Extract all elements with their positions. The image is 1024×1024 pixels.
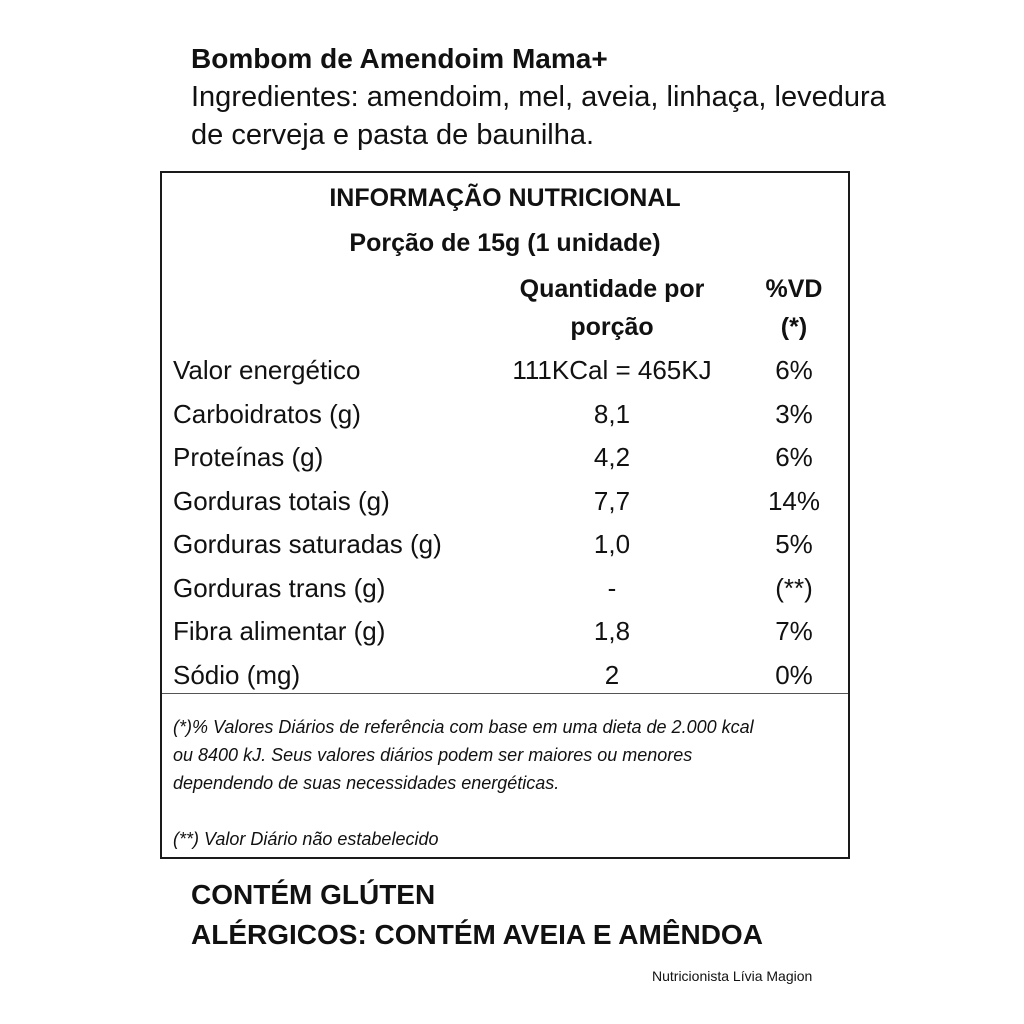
nutrient-quantity: 1,8 bbox=[593, 616, 631, 646]
product-header bbox=[191, 40, 911, 154]
nutrient-table bbox=[162, 349, 848, 697]
nutrient-name: Fibra alimentar (g) bbox=[173, 616, 386, 646]
footnote-daily-values-line3: dependendo de suas necessidades energéticas. bbox=[173, 773, 560, 793]
nutrient-quantity: 2 bbox=[604, 659, 620, 690]
nutrient-quantity: 4,2 bbox=[593, 442, 631, 472]
nutrient-name: Gorduras trans (g) bbox=[173, 572, 386, 603]
footnote-divider bbox=[162, 693, 848, 694]
nutrient-row-fiber bbox=[162, 610, 848, 654]
ingredients-text: Ingredientes: amendoim, mel, aveia, linhaça, levedura de cerveja e pasta de baunilha. bbox=[191, 81, 886, 151]
gluten-warning: CONTÉM GLÚTEN bbox=[191, 879, 436, 910]
nutrient-row-saturated-fat bbox=[162, 523, 848, 567]
nutrient-quantity: 111KCal = 465KJ bbox=[512, 355, 712, 385]
nutrient-name: Carboidratos (g) bbox=[173, 398, 361, 429]
footnote-not-established: (**) Valor Diário não estabelecido bbox=[173, 829, 439, 849]
nutrient-name: Gorduras totais (g) bbox=[173, 485, 390, 516]
nutrient-quantity: 8,1 bbox=[593, 398, 631, 429]
daily-value-column-header bbox=[739, 270, 849, 346]
vd-header-line1: %VD bbox=[765, 275, 823, 303]
footnotes bbox=[173, 713, 845, 853]
nutrient-quantity: 7,7 bbox=[593, 485, 631, 516]
nutrient-quantity: - bbox=[607, 572, 617, 603]
nutrient-row-total-fat bbox=[162, 480, 848, 524]
quantity-header-line2: porção bbox=[570, 313, 654, 341]
nutrition-facts-panel bbox=[160, 171, 850, 859]
quantity-column-header bbox=[492, 270, 732, 346]
nutrient-daily-value: 7% bbox=[775, 616, 813, 646]
panel-title: INFORMAÇÃO NUTRICIONAL bbox=[329, 184, 681, 212]
nutrient-row-proteins bbox=[162, 436, 848, 480]
footnote-daily-values-line1: (*)% Valores Diários de referência com base em uma dieta de 2.000 kcal bbox=[173, 717, 754, 737]
nutrient-daily-value: 6% bbox=[775, 442, 813, 472]
nutrient-quantity: 1,0 bbox=[593, 529, 631, 559]
nutrient-name: Gorduras saturadas (g) bbox=[173, 529, 442, 559]
portion-size: Porção de 15g (1 unidade) bbox=[349, 229, 661, 257]
footnote-daily-values-line2: ou 8400 kJ. Seus valores diários podem ser maiores ou menores bbox=[173, 745, 693, 765]
nutrient-row-trans-fat bbox=[162, 567, 848, 611]
allergen-warnings bbox=[191, 875, 763, 955]
footnote-spacer bbox=[173, 797, 845, 825]
vd-header-line2: (*) bbox=[780, 313, 808, 341]
nutrient-daily-value: 5% bbox=[775, 529, 813, 559]
nutrient-name: Sódio (mg) bbox=[173, 659, 301, 690]
nutritionist-credit: Nutricionista Lívia Magion bbox=[652, 968, 813, 984]
nutrient-row-sodium bbox=[162, 654, 848, 698]
nutrient-row-energy bbox=[162, 349, 848, 393]
allergen-warning: ALÉRGICOS: CONTÉM AVEIA E AMÊNDOA bbox=[191, 919, 763, 950]
product-name: Bombom de Amendoim Mama+ bbox=[191, 43, 608, 74]
nutrient-daily-value: (**) bbox=[775, 572, 813, 603]
nutrient-name: Valor energético bbox=[173, 355, 361, 385]
nutrient-daily-value: 6% bbox=[775, 355, 813, 385]
nutrient-daily-value: 14% bbox=[767, 485, 821, 516]
nutrient-daily-value: 0% bbox=[775, 659, 813, 690]
nutrient-daily-value: 3% bbox=[775, 398, 813, 429]
nutrient-row-carbohydrates bbox=[162, 393, 848, 437]
nutrient-name: Proteínas (g) bbox=[173, 442, 324, 472]
quantity-header-line1: Quantidade por bbox=[519, 275, 705, 303]
